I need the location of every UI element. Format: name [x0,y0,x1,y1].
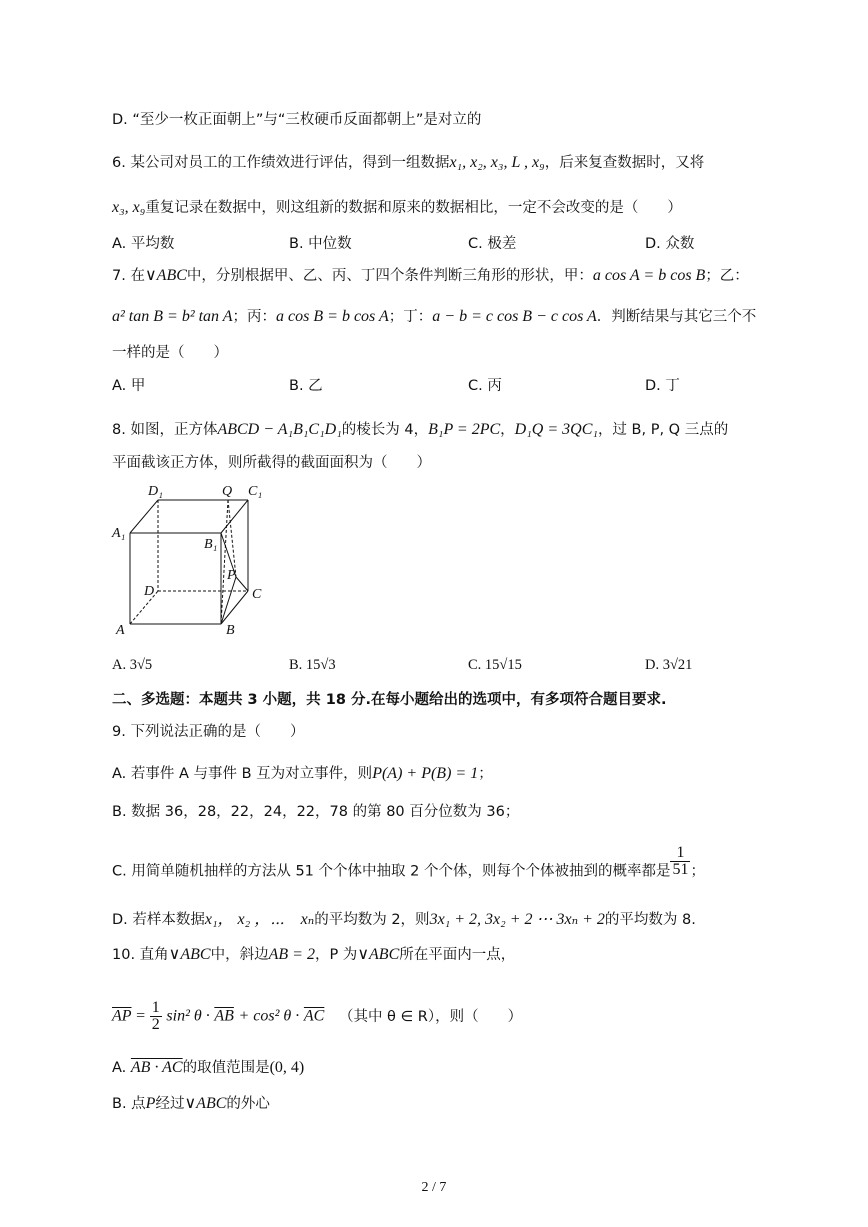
vec-ac: $\overline{AC}$ [303,1007,325,1025]
q9c-fraction [670,845,690,878]
q7-condition-yi: a² tan B = b² tan A [112,308,233,325]
q6-text: 6. 某公司对员工的工作绩效进行评估，得到一组数据 [112,155,450,171]
q7-option-b: B. 乙 [289,378,323,394]
cube-figure [108,478,273,643]
q9d-tail: 的平均数为 8. [604,912,696,928]
q10b-pre: B. 点 [112,1096,146,1112]
q10b-mid: 经过 [155,1096,185,1112]
q6-repeat-math: x₃, x₉ [112,199,146,216]
q8-condition-1: B₁P = 2PC [428,421,501,438]
q8-condition-2: D₁Q = 3QC₁ [514,421,598,438]
q9-option-c [112,844,705,888]
q10-option-b [112,1094,270,1114]
q7-tail: ．判断结果与其它三个不 [596,309,757,325]
label-a: A [116,623,125,638]
q8-option-d: D. 3√21 [645,657,693,673]
vec-ab: $\overline{AB}$ [214,1007,234,1025]
q7-option-c: C. 丙 [468,378,502,394]
question-9: 9. 下列说法正确的是（ ） [112,724,305,740]
cos-term: + cos² θ · [238,1007,300,1025]
q9a-text: A. 若事件 A 与事件 B 互为对立事件，则 [112,766,373,782]
q7-condition-jia: a cos A = b cos B [592,267,706,284]
label-b1: B₁ [204,537,218,552]
q6-option-a: A. 平均数 [112,236,175,252]
q7-yi-label: ；乙： [705,268,749,284]
label-c1: C₁ [248,484,263,499]
q10a-mid: 的取值范围是 [182,1060,270,1076]
q8-option-c: C. 15√15 [468,657,522,673]
q9d-pre: D. 若样本数据 [112,912,205,928]
question-10-formula [112,1000,522,1033]
question-10-line-1 [112,945,515,965]
q7-bing-label: ；丙： [232,309,277,325]
q9d-math-2: 3x₁ + 2, 3x₂ + 2 ⋯ 3xₙ + 2 [429,911,605,928]
q6-option-c: C. 极差 [468,236,517,252]
half-numerator: 1 [151,999,160,1016]
vec-ap: $\overline{AP}$ [112,1007,132,1025]
label-d: D [144,584,155,599]
q10-pre: 10. 直角 [112,947,169,963]
q10-p: ，P 为 [314,947,358,963]
question-7-line-2 [112,307,756,327]
q8-mid: 的棱长为 4， [341,422,429,438]
q10b-tail: 的外心 [226,1096,270,1112]
q10-tail: 所在平面内一点， [399,947,516,963]
q9-option-b: B. 数据 36，28，22，24，22，78 的第 80 百分位数为 36； [112,804,520,820]
label-d1: D₁ [148,484,163,499]
q9c-denominator: 51 [672,861,689,878]
label-p: P [227,568,236,583]
q10b-triangle: ∨ABC [184,1095,227,1112]
label-b: B [226,623,235,638]
question-8-line-2: 平面截该正方体，则所截得的截面面积为（ ） [112,455,431,471]
q10-ab: AB = 2 [268,946,315,963]
q7-mid: 中，分别根据甲、乙、丙、丁四个条件判断三角形的形状，甲： [186,268,593,284]
q8-cube-name: ABCD − A₁B₁C₁D₁ [217,421,342,438]
q7-condition-bing: a cos B = b cos A [276,308,389,325]
question-8-line-1 [112,420,728,440]
question-6-line-1 [112,153,704,173]
q8-pre: 8. 如图，正方体 [112,422,218,438]
q6-data-math: x₁, x₂, x₃, L , x₉ [449,154,545,171]
q6-text-2: 重复记录在数据中，则这组新的数据和原来的数据相比，一定不会改变的是（ ） [145,200,682,216]
option-d-previous: D. “至少一枚正面朝上”与“三枚硬币反面都朝上”是对立的 [112,112,482,128]
q10-mid: 中，斜边 [210,947,269,963]
q7-triangle: ∨ABC [144,267,187,284]
sin-term: sin² θ · [166,1007,210,1025]
label-a1: A₁ [112,526,126,541]
q8-tail: ，过 B, P, Q 三点的 [597,422,729,438]
q8-option-a: A. 3√5 [112,657,153,673]
q10a-pre: A. [112,1060,127,1076]
q7-ding-label: ；丁： [388,309,433,325]
q7-pre: 7. 在 [112,268,145,284]
q7-option-d: D. 丁 [645,378,680,394]
q9-option-a [112,764,493,784]
q9a-math: P(A) + P(B) = 1 [372,765,479,782]
q9d-mid: 的平均数为 2，则 [314,912,430,928]
page-number: 2 / 7 [421,1180,447,1195]
q6-option-b: B. 中位数 [289,236,352,252]
q10-triangle-2: ∨ABC [357,946,400,963]
half-denominator: 2 [151,1016,160,1033]
q10b-point: P [145,1095,156,1112]
question-6-line-2 [112,198,682,218]
q9c-text: C. 用简单随机抽样的方法从 51 个个体中抽取 2 个个体，则每个个体被抽到的概率都是 [112,863,671,880]
section-2-heading: 二、多选题：本题共 3 小题，共 18 分.在每小题给出的选项中，有多项符合题目要求. [112,692,667,708]
q6-text-tail: ，后来复查数据时，又将 [544,155,705,171]
q9-option-d [112,910,696,930]
q10-option-a [112,1058,304,1078]
q6-option-d: D. 众数 [645,236,695,252]
half-fraction [150,1000,162,1033]
q10-formula-tail: （其中 θ ∈ R），则（ ） [338,1008,523,1025]
question-7-line-3: 一样的是（ ） [112,345,228,361]
q9d-math-1: x₁， x₂ ，⋯ xₙ [204,911,315,928]
question-7-line-1 [112,266,749,286]
label-q: Q [222,484,233,499]
equals: = [136,1007,146,1025]
q9c-numerator: 1 [670,845,690,862]
q9a-tail: ； [478,766,493,782]
q8-option-b: B. 15√3 [289,657,336,673]
q7-condition-ding: a − b = c cos B − c cos A [432,308,597,325]
q10a-dot-product: AB · AC [130,1059,183,1076]
q10-triangle: ∨ABC [168,946,211,963]
q7-option-a: A. 甲 [112,378,146,394]
q9c-tail: ； [690,863,705,880]
q10a-range: (0, 4) [269,1059,305,1076]
label-c: C [252,587,262,602]
q8-sep: ， [500,422,515,438]
